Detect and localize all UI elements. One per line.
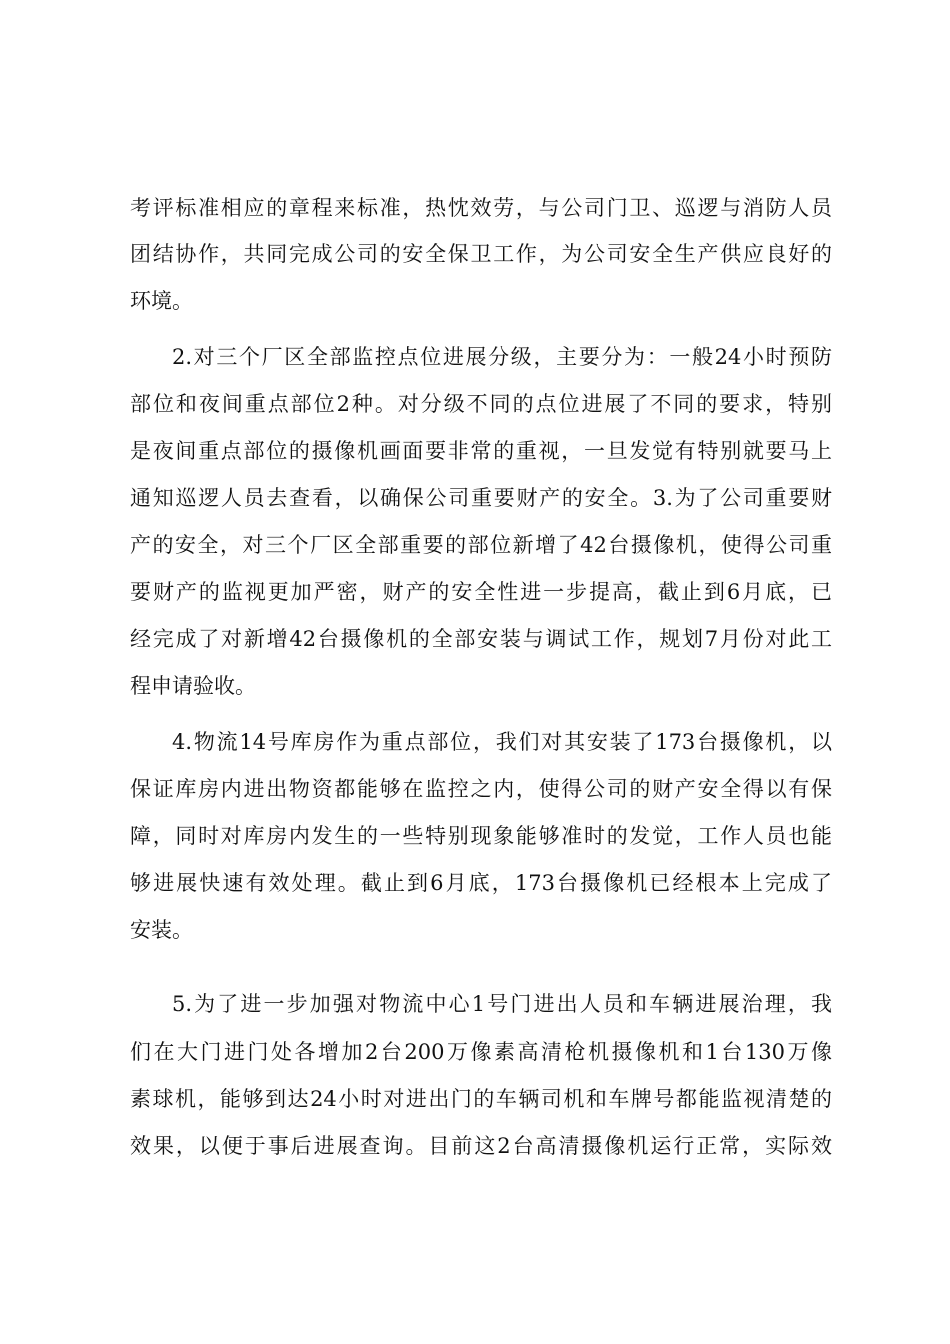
text-line: 部位和夜间重点部位2种。对分级不同的点位进展了不同的要求，特别: [130, 392, 832, 416]
text-line: 是夜间重点部位的摄像机画面要非常的重视，一旦发觉有特别就要马上: [130, 439, 832, 463]
text-line: 安装。: [130, 918, 193, 942]
text-line: 团结协作，共同完成公司的安全保卫工作，为公司安全生产供应良好的: [130, 242, 832, 266]
text-line: 要财产的监视更加严密，财产的安全性进一步提高，截止到6月底，已: [130, 580, 832, 604]
text-line: 环境。: [130, 289, 193, 313]
text-line: 素球机，能够到达24小时对进出门的车辆司机和车牌号都能监视清楚的: [130, 1087, 832, 1111]
text-line: 障，同时对库房内发生的一些特别现象能够准时的发觉，工作人员也能: [130, 824, 832, 848]
text-line: 产的安全，对三个厂区全部重要的部位新增了42台摄像机，使得公司重: [130, 533, 832, 557]
text-line: 保证库房内进出物资都能够在监控之内，使得公司的财产安全得以有保: [130, 777, 832, 801]
text-line: 考评标准相应的章程来标准，热忱效劳，与公司门卫、巡逻与消防人员: [130, 196, 832, 220]
text-line: 2.对三个厂区全部监控点位进展分级，主要分为：一般24小时预防: [172, 345, 832, 369]
text-line: 5.为了进一步加强对物流中心1号门进出人员和车辆进展治理，我: [172, 992, 832, 1016]
text-line: 4.物流14号库房作为重点部位，我们对其安装了173台摄像机，以: [172, 730, 832, 754]
text-line: 够进展快速有效处理。截止到6月底，173台摄像机已经根本上完成了: [130, 871, 832, 895]
text-line: 通知巡逻人员去查看，以确保公司重要财产的安全。3.为了公司重要财: [130, 486, 832, 510]
text-line: 经完成了对新增42台摄像机的全部安装与调试工作，规划7月份对此工: [130, 627, 832, 651]
text-line: 效果，以便于事后进展查询。目前这2台高清摄像机运行正常，实际效: [130, 1134, 832, 1158]
text-line: 程申请验收。: [130, 674, 256, 698]
text-line: 们在大门进门处各增加2台200万像素高清枪机摄像机和1台130万像: [130, 1040, 832, 1064]
